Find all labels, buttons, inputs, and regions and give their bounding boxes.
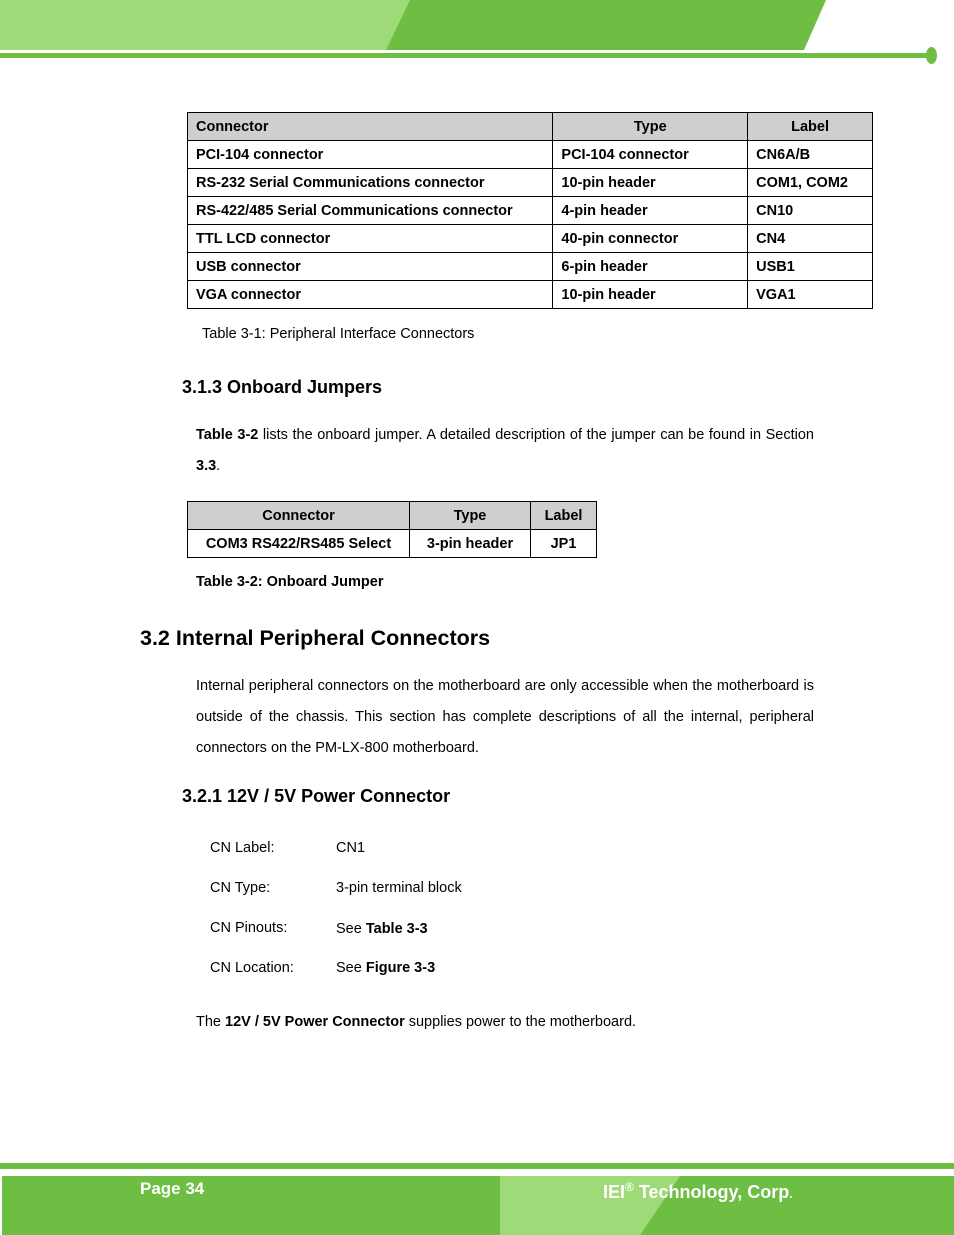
column-header: Label [531,502,597,530]
table-cell: CN6A/B [748,141,873,169]
table-cell: TTL LCD connector [188,225,553,253]
onboard-jumper-table [187,501,597,558]
table-cell: RS-422/485 Serial Communications connector [188,197,553,225]
table-row [188,530,597,558]
figure-reference: Figure 3-3 [365,960,436,976]
section-paragraph: Table 3-2 lists the onboard jumper. A detailed description of the jumper can be found in Section 3.3. [196,427,814,474]
property-label: CN Type: [210,880,271,896]
table-cell: 10-pin header [553,281,748,309]
property-label: CN Pinouts: [210,920,288,936]
property-label: CN Label: [210,840,275,856]
table-cell: CN4 [748,225,873,253]
table-cell: 3-pin header [410,530,531,558]
table-cell: VGA connector [188,281,553,309]
table-header-row [188,502,597,530]
table-cell: RS-232 Serial Communications connector [188,169,553,197]
column-header: Type [410,502,531,530]
table-cell: 10-pin header [553,169,748,197]
property-label: CN Location: [210,960,294,976]
table-cell: USB1 [748,253,873,281]
table-header-row [188,113,873,141]
property-value: 3-pin terminal block [336,880,462,896]
header-band-light [0,0,410,50]
table-row [188,253,873,281]
column-header: Connector [188,502,410,530]
column-header: Connector [188,113,553,141]
header-rule [0,53,930,58]
section-heading: 3.2.1 12V / 5V Power Connector [182,786,451,806]
table-cell: VGA1 [748,281,873,309]
property-value: See Table 3-3 [336,921,428,937]
table-reference: Table 3-3 [365,921,428,937]
table-row [188,225,873,253]
brand-name: IEI® Technology, Corp. [603,1180,793,1202]
section-paragraph: Internal peripheral connectors on the motherboard are only accessible when the motherboard is outside of the chassis. This section has complete descriptions of all the internal, peripheral connectors on the PM-LX-800 motherboard. [196,678,814,756]
table-row [188,281,873,309]
table-cell: USB connector [188,253,553,281]
table-cell: JP1 [531,530,597,558]
table-cell: PCI-104 connector [553,141,748,169]
table-cell: 6-pin header [553,253,748,281]
section-reference: 3.3 [196,458,217,474]
table-cell: CN10 [748,197,873,225]
footer-rule [0,1163,954,1169]
table-cell: PCI-104 connector [188,141,553,169]
header-band-dark [386,0,826,50]
table-caption: Table 3-1: Peripheral Interface Connectors [202,326,475,342]
column-header: Type [553,113,748,141]
table-cell: COM1, COM2 [748,169,873,197]
table-cell: 4-pin header [553,197,748,225]
section-heading: 3.1.3 Onboard Jumpers [182,377,383,397]
table-row [188,197,873,225]
property-value: CN1 [336,840,366,856]
peripheral-connectors-table [187,112,873,309]
table-row [188,169,873,197]
table-cell: 40-pin connector [553,225,748,253]
table-caption: Table 3-2: Onboard Jumper [196,574,384,590]
table-reference: Table 3-2 [196,427,259,443]
section-paragraph: The 12V / 5V Power Connector supplies power to the motherboard. [196,1014,637,1030]
table-row [188,141,873,169]
column-header: Label [748,113,873,141]
property-value: See Figure 3-3 [336,960,436,976]
section-heading: 3.2 Internal Peripheral Connectors [140,626,491,650]
header-rule-end-dot [926,47,937,64]
page-number: Page 34 [140,1179,205,1198]
table-cell: COM3 RS422/RS485 Select [188,530,410,558]
